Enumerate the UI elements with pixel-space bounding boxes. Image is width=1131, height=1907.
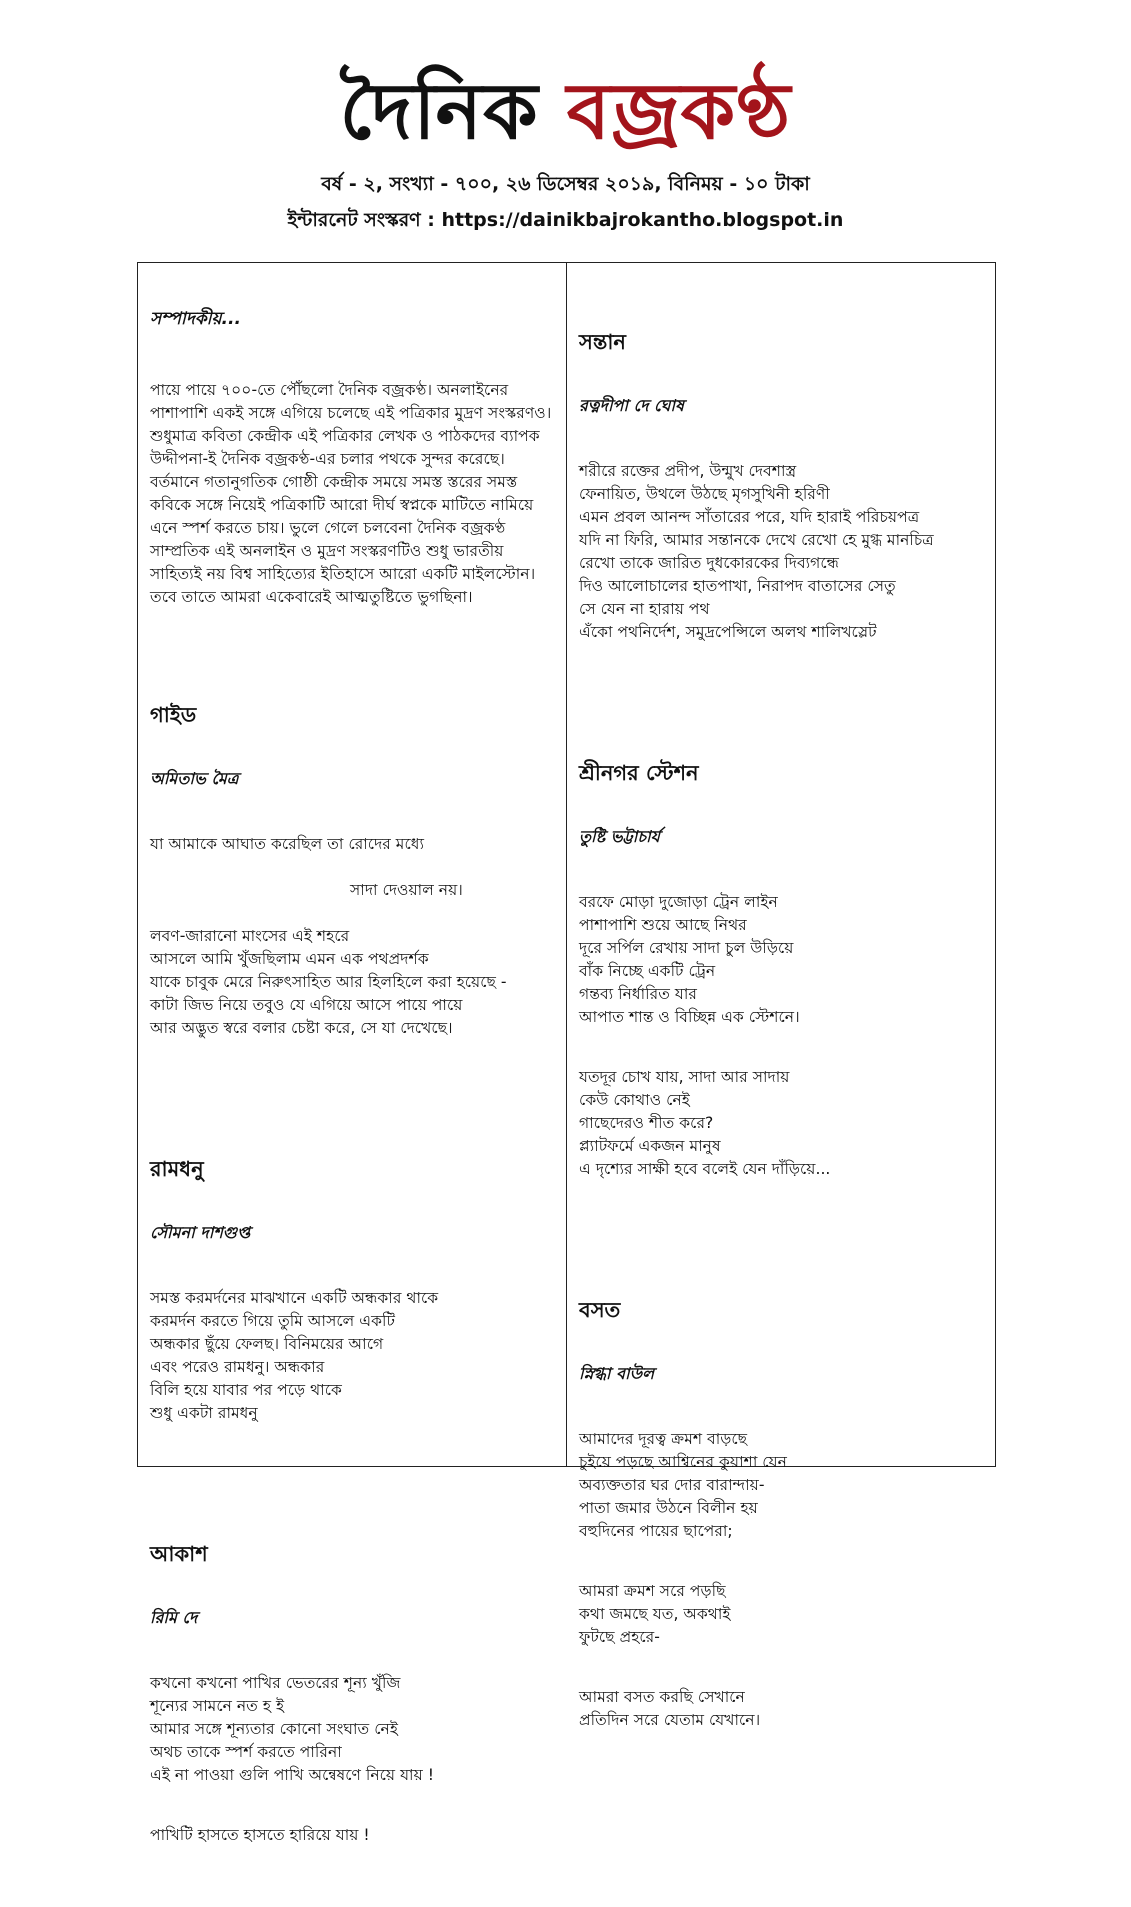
left-column (150, 273, 554, 1907)
poem-line: সাদা দেওয়াল নয়। (350, 881, 463, 899)
poem-stanza: কখনো কখনো পাখির ভেতরের শূন্য খুঁজি শূন্যের সামনে নত হ ই আমার সঙ্গে শূন্যতার কোনো সংঘাত নেই অথচ তাকে স্পর্শ করতে পারিনা এই না পাওয়া গুলি পাখি অন্বেষণে নিয়ে যায় ! (150, 1674, 434, 1784)
poem-line: যা আমাকে আঘাত করেছিল তা রোদের মধ্যে (150, 835, 424, 853)
poem-author: সৌমনা দাশগুপ্ত (150, 1223, 251, 1242)
poem-srinagar-station (579, 727, 989, 1218)
poem-author: স্নিগ্ধা বাউল (579, 1364, 655, 1383)
content-box (137, 262, 996, 1844)
web-address-line[interactable]: ইন্টারনেট সংস্করণ : https://dainikbajrokantho.blogspot.in (287, 209, 844, 231)
column-divider (566, 263, 567, 1466)
editorial-body: পায়ে পায়ে ৭০০-তে পৌঁছলো দৈনিক বজ্রকণ্ঠ। অনলাইনের পাশাপাশি একই সঙ্গে এগিয়ে চলেছে এই পত্রিকার মুদ্রণ সংস্করণও। শুধুমাত্র কবিতা কেন্দ্রীক এই পত্রিকার লেখক ও পাঠকদের ব্যাপক উদ্দীপনা-ই দৈনিক বজ্রকণ্ঠ-এর চলার পথকে সুন্দর করেছে। বর্তমানে গতানুগতিক গোষ্ঠী কেন্দ্রীক সময়ে সমস্ত স্তরের সমস্ত কবিকে সঙ্গে নিয়েই পত্রিকাটি আরো দীর্ঘ স্বপ্নকে মাটিতে নামিয়ে এনে স্পর্শ করতে চায়। ভুলে গেলে চলবেনা দৈনিক বজ্রকণ্ঠ সাম্প্রতিক এই অনলাইন ও মুদ্রণ সংস্করণটিও শুধু ভারতীয় সাহিত্যই নয় বিশ্ব সাহিত্যের ইতিহাসে আরো একটি মাইলস্টোন। তবে তাতে আমরা একেবারেই আত্মতুষ্টিতে ভুগছিনা। (150, 381, 552, 606)
poem-author: রত্নদীপা দে ঘোষ (579, 396, 684, 415)
editorial-heading: সম্পাদকীয়... (150, 309, 241, 329)
poem-title: বসত (579, 1298, 621, 1322)
poem-stanza: সমস্ত করমর্দনের মাঝখানে একটি অন্ধকার থাকে করমর্দন করতে গিয়ে তুমি আসলে একটি অন্ধকার ছুঁয়ে ফেলছ। বিনিময়ের আগে এবং পরেও রামধনু। অন্ধকার বিলি হয়ে যাবার পর পড়ে থাকে শুধু একটা রামধনু (150, 1289, 439, 1422)
poem-stanza: শরীরে রক্তের প্রদীপ, উন্মুখ দেবশাস্ত্র ফেনায়িত, উথলে উঠছে মৃগসুখিনী হরিণী এমন প্রবল আনন্দ সাঁতারের পরে, যদি হারাই পরিচয়পত্র যদি না ফিরি, আমার সন্তানকে দেখে রেখো হে মুগ্ধ মানচিত্র রেখো তাকে জারিত দুধকোরকের দিব্যগন্ধে দিও আলোচালের হাতপাখা, নিরাপদ বাতাসের সেতু সে যেন না হারায় পথ এঁকো পথনির্দেশ, সমুদ্রপেন্সিলে অলথ শালিখস্লেট (579, 462, 934, 641)
poem-title: রামধনু (150, 1157, 204, 1181)
poem-title: গাইড (150, 703, 197, 727)
poem-stanza: যতদূর চোখ যায়, সাদা আর সাদায় কেউ কোথাও নেই গাছেদেরও শীত করে? প্ল্যাটফর্মে একজন মানুষ এ দৃশ্যের সাক্ষী হবে বলেই যেন দাঁড়িয়ে... (579, 1068, 831, 1178)
poem-title: আকাশ (150, 1542, 208, 1566)
poem-ramdhonu (150, 1123, 554, 1462)
poem-author: তুষ্টি ভট্টাচার্য (579, 827, 660, 846)
masthead (0, 62, 1131, 234)
newspaper-title (0, 62, 1131, 162)
issue-line: বর্ষ - ২, সংখ্যা - ৭০০, ২৬ ডিসেম্বর ২০১৯, বিনিময় - ১০ টাকা (321, 173, 810, 195)
poem-title: সন্তান (579, 330, 626, 354)
title-part-2: বজ্রকণ্ঠ (566, 66, 792, 157)
poem-akash (150, 1508, 554, 1884)
poem-stanza: আমাদের দূরত্ব ক্রমশ বাড়ছে চুইয়ে পড়ছে আশ্বিনের কুয়াশা যেন অব্যক্ততার ঘর দোর বারান্দায়- পাতা জমার উঠনে বিলীন হয় বহুদিনের পায়ের ছাপেরা; (579, 1430, 787, 1540)
poem-guide (150, 669, 554, 1077)
poem-author: অমিতাভ মৈত্র (150, 769, 239, 788)
poem-stanza: আমরা বসত করছি সেখানে প্রতিদিন সরে যেতাম যেখানে। (579, 1688, 761, 1729)
poem-stanza: বরফে মোড়া দুজোড়া ট্রেন লাইন পাশাপাশি শুয়ে আছে নিথর দূরে সর্পিল রেখায় সাদা চুল উড়িয়ে বাঁক নিচ্ছে একটি ট্রেন গন্তব্য নির্ধারিত যার আপাত শান্ত ও বিচ্ছিন্ন এক স্টেশনে। (579, 893, 800, 1026)
poem-title: শ্রীনগর স্টেশন (579, 761, 699, 785)
poem-santan (579, 296, 989, 681)
poem-stanza: আমরা ক্রমশ সরে পড়ছি কথা জমছে যত, অকথাই ফুটছে প্রহরে- (579, 1582, 731, 1646)
poem-stanza: পাখিটি হাসতে হাসতে হারিয়ে যায় ! (150, 1826, 370, 1844)
poem-bosot (579, 1264, 989, 1769)
poem-author: রিমি দে (150, 1608, 198, 1627)
right-column (579, 273, 989, 1792)
title-part-1: দৈনিক (339, 66, 539, 157)
poem-stanza: লবণ-জারানো মাংসের এই শহরে আসলে আমি খুঁজছিলাম এমন এক পথপ্রদর্শক যাকে চাবুক মেরে নিরুৎসাহিত আর হিলহিলে করা হয়েছে - কাটা জিভ নিয়ে তবুও যে এগিয়ে আসে পায়ে পায়ে আর অদ্ভুত স্বরে বলার চেষ্টা করে, সে যা দেখেছে। (150, 927, 507, 1037)
